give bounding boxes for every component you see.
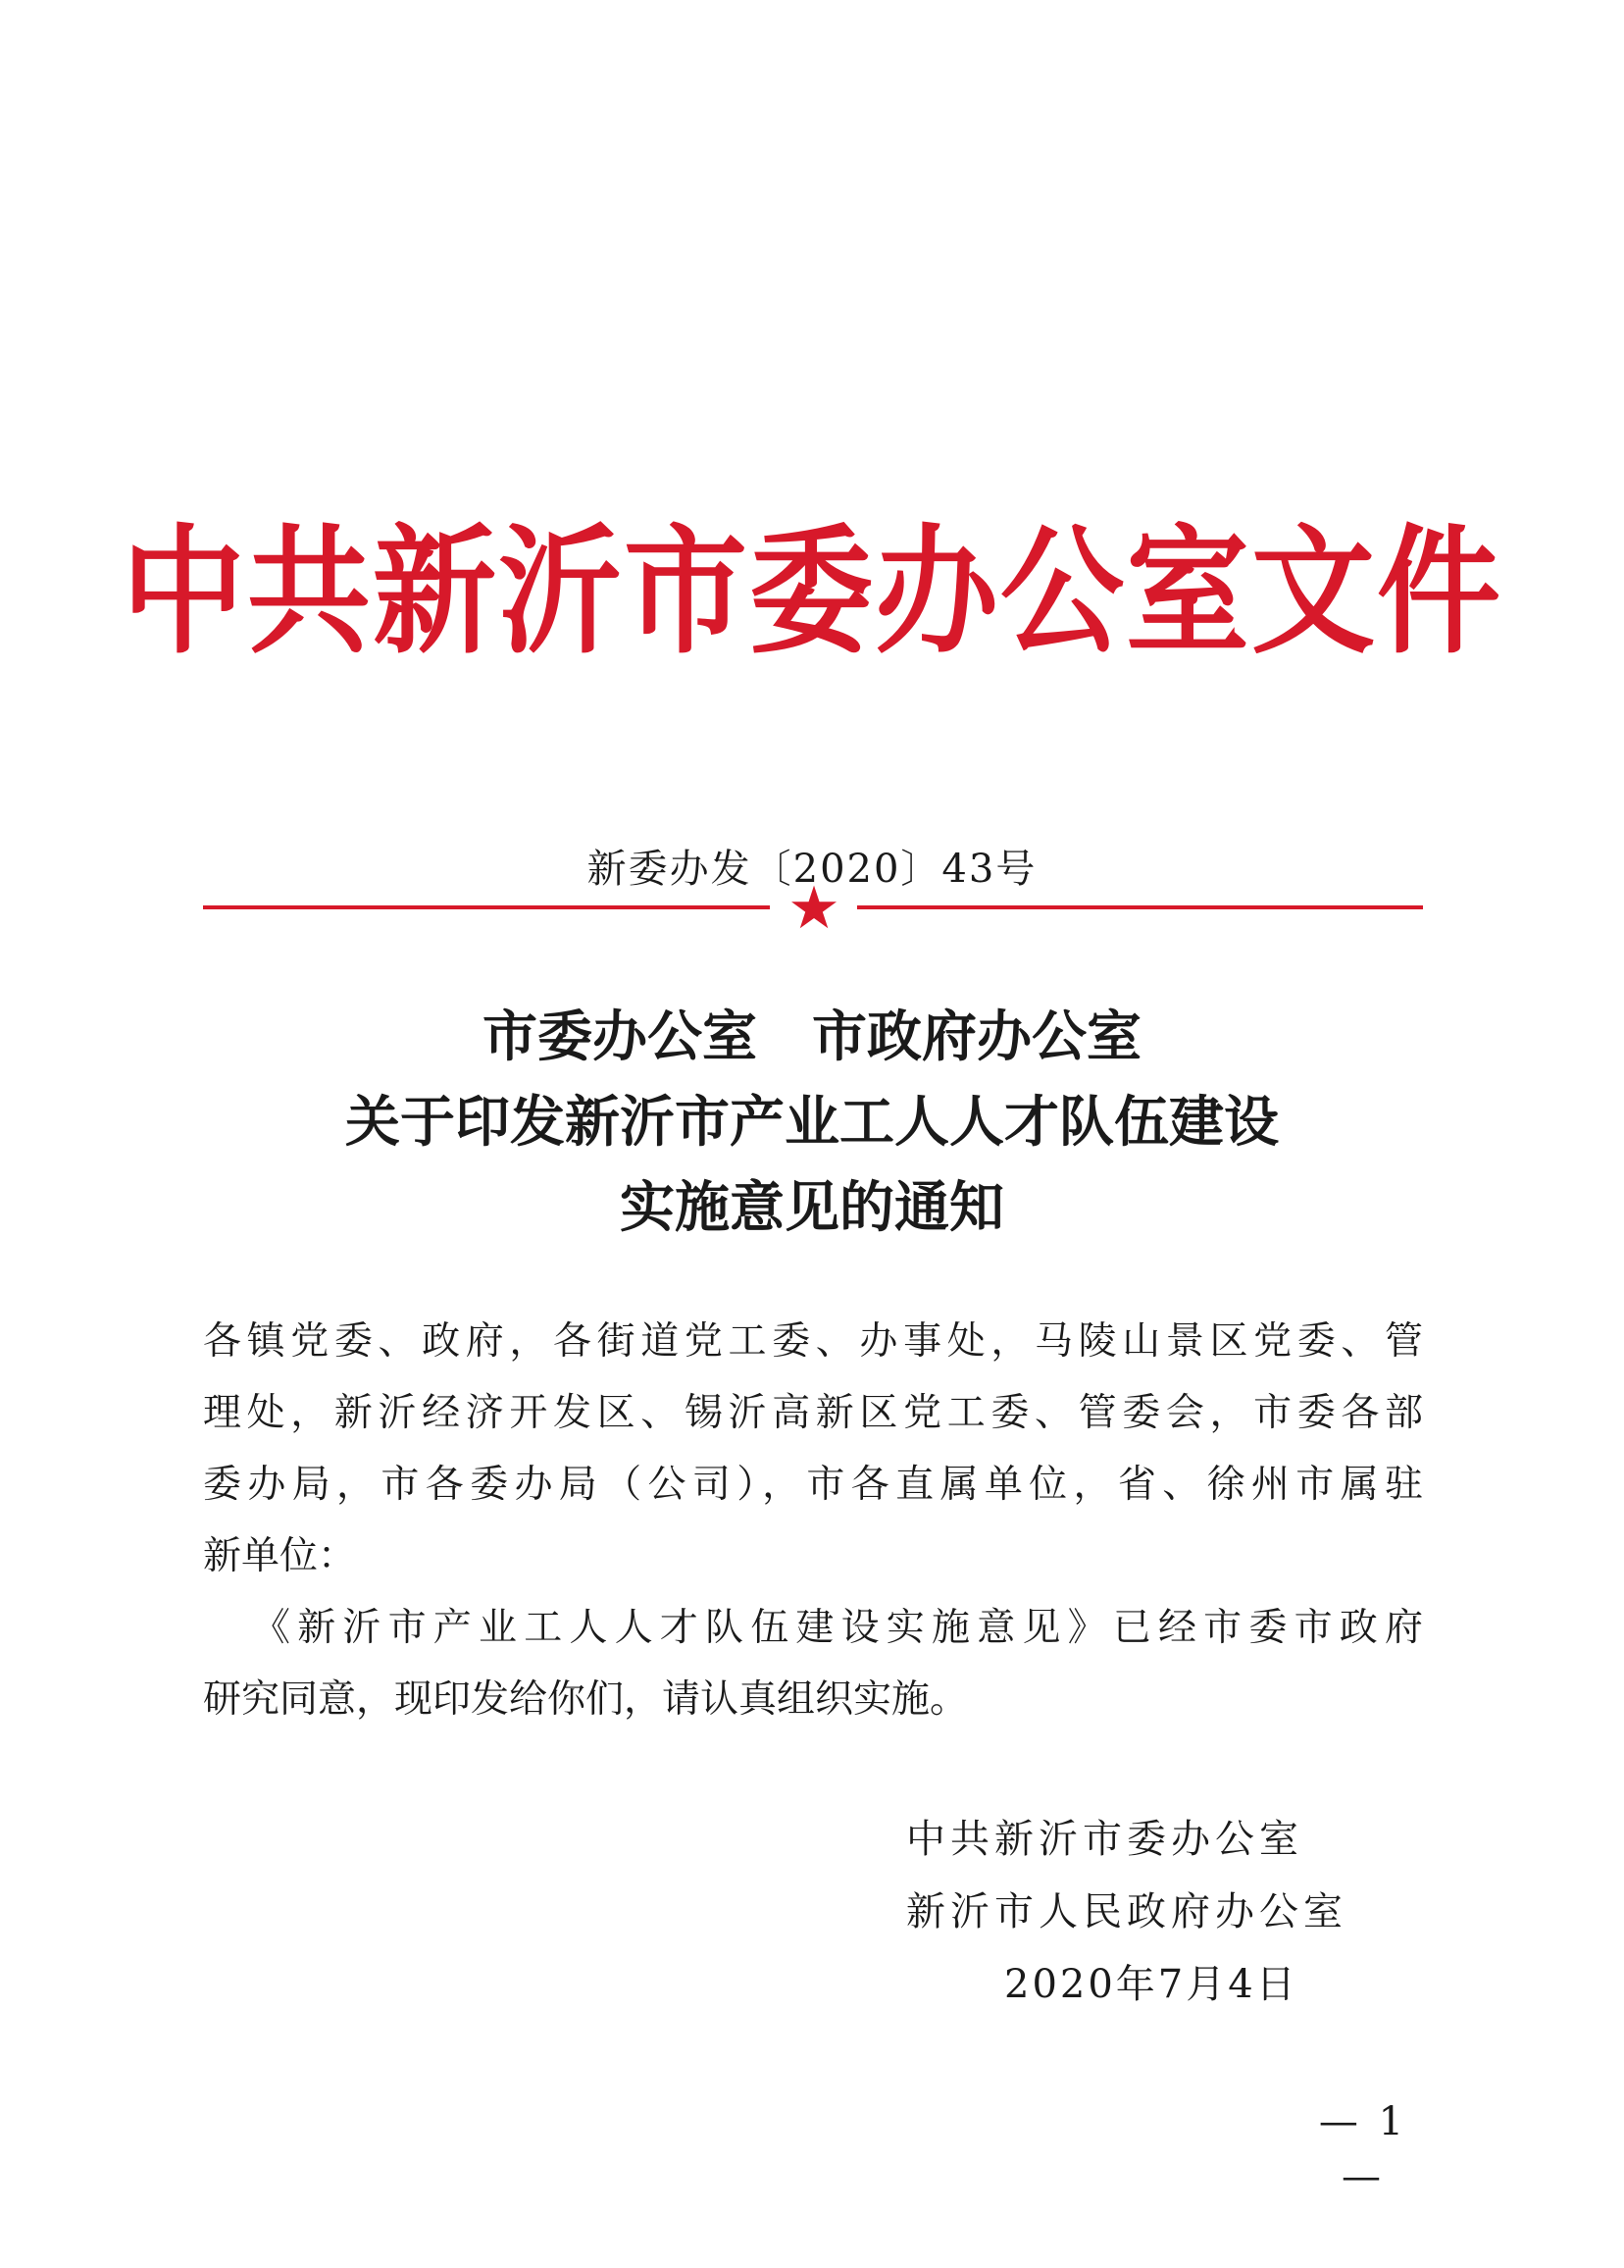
recipients-line-3: 委办局，市各委办局（公司），市各直属单位，省、徐州市属驻: [203, 1463, 1423, 1507]
notice-title-line-3: 实施意见的通知: [620, 1175, 1004, 1240]
recipients-line-4: 新单位：: [203, 1534, 357, 1578]
signature-date: 2020年7月4日: [1004, 1962, 1298, 2007]
recipients-line-2: 理处，新沂经济开发区、锡沂高新区党工委、管委会，市委各部: [203, 1391, 1423, 1435]
red-star-icon: ★: [787, 874, 840, 943]
recipients-line-1: 各镇党委、政府，各街道党工委、办事处，马陵山景区党委、管: [203, 1319, 1423, 1364]
notice-title-line-1: 市委办公室 市政府办公室: [482, 1005, 1142, 1069]
signature-org-2: 新沂市人民政府办公室: [906, 1889, 1347, 1934]
paragraph-line-2: 研究同意，现印发给你们，请认真组织实施。: [203, 1677, 969, 1722]
document-masthead: 中共新沂市委办公室文件: [122, 511, 1502, 673]
notice-title-line-2: 关于印发新沂市产业工人人才队伍建设: [345, 1090, 1279, 1155]
red-divider-right: [857, 905, 1423, 909]
red-divider-left: [203, 905, 770, 909]
page-number: — 1 —: [1318, 2099, 1408, 2199]
document-number: 新委办发〔2020〕43号: [586, 847, 1038, 892]
paragraph-line-1: 《新沂市产业工人人才队伍建设实施意见》已经市委市政府: [252, 1606, 1423, 1650]
signature-org-1: 中共新沂市委办公室: [906, 1817, 1303, 1862]
